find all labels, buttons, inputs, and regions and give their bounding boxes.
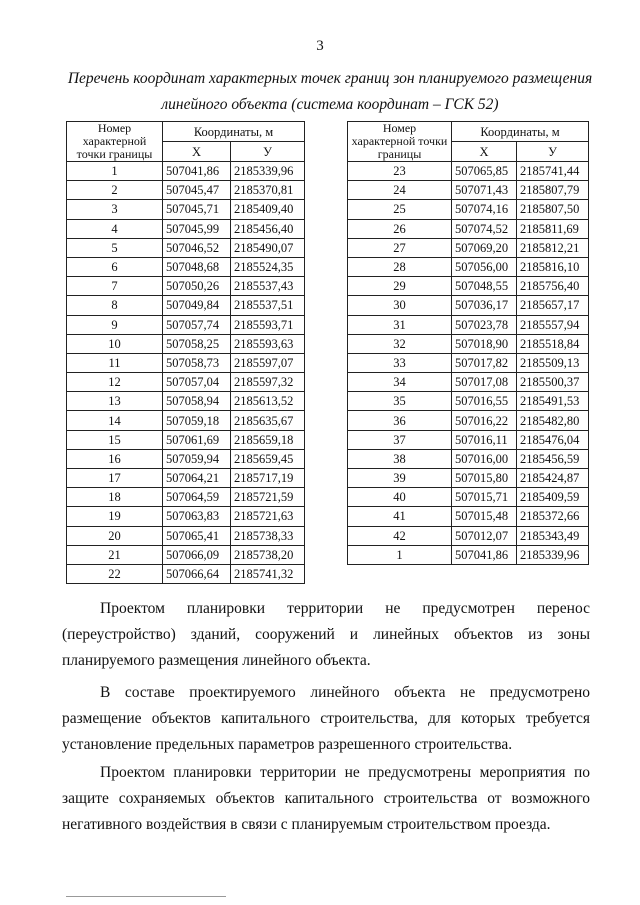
table-row (67, 392, 305, 411)
coordinates-table-right (347, 121, 589, 565)
x-coordinate-cell: 507045,99 (163, 219, 231, 238)
table-row (67, 449, 305, 468)
point-number-cell: 32 (348, 334, 452, 353)
x-coordinate-cell: 507016,55 (452, 392, 517, 411)
y-coordinate-cell: 2185807,79 (517, 181, 589, 200)
point-number-cell: 41 (348, 507, 452, 526)
x-coordinate-cell: 507015,80 (452, 469, 517, 488)
y-coordinate-cell: 2185490,07 (231, 238, 305, 257)
header-x: X (163, 142, 231, 162)
table-row (348, 430, 589, 449)
table-title-line-2: линейного объекта (система координат – ГСК 52) (161, 96, 499, 113)
point-number-cell: 24 (348, 181, 452, 200)
y-coordinate-cell: 2185343,49 (517, 526, 589, 545)
point-number-cell: 4 (67, 219, 163, 238)
table-row (348, 449, 589, 468)
header-point-number: Номер характерной точки границы (348, 122, 452, 162)
y-coordinate-cell: 2185635,67 (231, 411, 305, 430)
point-number-cell: 27 (348, 238, 452, 257)
y-coordinate-cell: 2185593,71 (231, 315, 305, 334)
x-coordinate-cell: 507066,64 (163, 564, 231, 583)
point-number-cell: 22 (67, 564, 163, 583)
x-coordinate-cell: 507016,22 (452, 411, 517, 430)
y-coordinate-cell: 2185482,80 (517, 411, 589, 430)
table-row (348, 526, 589, 545)
paragraph-capital-construction (62, 680, 590, 758)
table-row (348, 315, 589, 334)
y-coordinate-cell: 2185741,44 (517, 162, 589, 181)
x-coordinate-cell: 507041,86 (452, 545, 517, 564)
y-coordinate-cell: 2185456,40 (231, 219, 305, 238)
x-coordinate-cell: 507018,90 (452, 334, 517, 353)
point-number-cell: 35 (348, 392, 452, 411)
table-row (348, 277, 589, 296)
table-row (348, 488, 589, 507)
x-coordinate-cell: 507058,94 (163, 392, 231, 411)
x-coordinate-cell: 507058,73 (163, 353, 231, 372)
table-row (67, 334, 305, 353)
x-coordinate-cell: 507065,85 (452, 162, 517, 181)
y-coordinate-cell: 2185717,19 (231, 469, 305, 488)
x-coordinate-cell: 507016,11 (452, 430, 517, 449)
y-coordinate-cell: 2185756,40 (517, 277, 589, 296)
y-coordinate-cell: 2185613,52 (231, 392, 305, 411)
point-number-cell: 5 (67, 238, 163, 257)
y-coordinate-cell: 2185659,18 (231, 430, 305, 449)
point-number-cell: 6 (67, 257, 163, 276)
point-number-cell: 15 (67, 430, 163, 449)
table-row (67, 162, 305, 181)
point-number-cell: 30 (348, 296, 452, 315)
table-row (67, 411, 305, 430)
y-coordinate-cell: 2185491,53 (517, 392, 589, 411)
x-coordinate-cell: 507015,71 (452, 488, 517, 507)
table-row (67, 507, 305, 526)
table-title-line-1: Перечень координат характерных точек границ зон планируемого размещения (67, 70, 593, 87)
point-number-cell: 21 (67, 545, 163, 564)
table-row (67, 545, 305, 564)
table-row (67, 181, 305, 200)
point-number-cell: 26 (348, 219, 452, 238)
x-coordinate-cell: 507066,09 (163, 545, 231, 564)
point-number-cell: 9 (67, 315, 163, 334)
y-coordinate-cell: 2185557,94 (517, 315, 589, 334)
table-row (67, 257, 305, 276)
y-coordinate-cell: 2185812,21 (517, 238, 589, 257)
x-coordinate-cell: 507059,18 (163, 411, 231, 430)
x-coordinate-cell: 507071,43 (452, 181, 517, 200)
table-row (67, 315, 305, 334)
table-row (348, 181, 589, 200)
y-coordinate-cell: 2185424,87 (517, 469, 589, 488)
point-number-cell: 42 (348, 526, 452, 545)
point-number-cell: 38 (348, 449, 452, 468)
table-row (67, 373, 305, 392)
x-coordinate-cell: 507064,21 (163, 469, 231, 488)
x-coordinate-cell: 507069,20 (452, 238, 517, 257)
x-coordinate-cell: 507050,26 (163, 277, 231, 296)
point-number-cell: 34 (348, 373, 452, 392)
point-number-cell: 3 (67, 200, 163, 219)
x-coordinate-cell: 507057,04 (163, 373, 231, 392)
y-coordinate-cell: 2185721,63 (231, 507, 305, 526)
y-coordinate-cell: 2185811,69 (517, 219, 589, 238)
y-coordinate-cell: 2185476,04 (517, 430, 589, 449)
y-coordinate-cell: 2185657,17 (517, 296, 589, 315)
y-coordinate-cell: 2185456,59 (517, 449, 589, 468)
point-number-cell: 18 (67, 488, 163, 507)
header-coordinates: Координаты, м (452, 122, 589, 142)
table-row (67, 277, 305, 296)
table-row (348, 238, 589, 257)
header-coordinates: Координаты, м (163, 122, 305, 142)
x-coordinate-cell: 507015,48 (452, 507, 517, 526)
table-row (67, 219, 305, 238)
x-coordinate-cell: 507063,83 (163, 507, 231, 526)
paragraph-text: В составе проектируемого линейного объекта не предусмотрено размещение объектов капитального строительства, для которых требуется установление предельных параметров разрешенного строительства. (62, 684, 590, 753)
point-number-cell: 1 (348, 545, 452, 564)
x-coordinate-cell: 507036,17 (452, 296, 517, 315)
x-coordinate-cell: 507017,82 (452, 353, 517, 372)
point-number-cell: 25 (348, 200, 452, 219)
point-number-cell: 33 (348, 353, 452, 372)
table-row (348, 257, 589, 276)
point-number-cell: 16 (67, 449, 163, 468)
header-point-number: Номер характерной точки границы (67, 122, 163, 162)
table-row (67, 564, 305, 583)
y-coordinate-cell: 2185500,37 (517, 373, 589, 392)
x-coordinate-cell: 507064,59 (163, 488, 231, 507)
y-coordinate-cell: 2185741,32 (231, 564, 305, 583)
y-coordinate-cell: 2185537,51 (231, 296, 305, 315)
table-row (67, 430, 305, 449)
table-row (348, 296, 589, 315)
paragraph-text: Проектом планировки территории не предусмотрен перенос (переустройство) зданий, сооружений и линейных объектов из зоны планируемого размещения линейного объекта. (62, 600, 590, 669)
y-coordinate-cell: 2185597,07 (231, 353, 305, 372)
y-coordinate-cell: 2185816,10 (517, 257, 589, 276)
table-row (67, 200, 305, 219)
coordinates-table-left (66, 121, 305, 584)
x-coordinate-cell: 507058,25 (163, 334, 231, 353)
header-y: У (231, 142, 305, 162)
x-coordinate-cell: 507048,68 (163, 257, 231, 276)
point-number-cell: 36 (348, 411, 452, 430)
y-coordinate-cell: 2185339,96 (231, 162, 305, 181)
point-number-cell: 10 (67, 334, 163, 353)
page-number: 3 (316, 38, 324, 54)
table-row (67, 469, 305, 488)
table-row (348, 392, 589, 411)
x-coordinate-cell: 507046,52 (163, 238, 231, 257)
table-row (348, 373, 589, 392)
x-coordinate-cell: 507045,47 (163, 181, 231, 200)
x-coordinate-cell: 507074,16 (452, 200, 517, 219)
point-number-cell: 31 (348, 315, 452, 334)
table-row (348, 353, 589, 372)
y-coordinate-cell: 2185409,40 (231, 200, 305, 219)
x-coordinate-cell: 507061,69 (163, 430, 231, 449)
point-number-cell: 8 (67, 296, 163, 315)
x-coordinate-cell: 507012,07 (452, 526, 517, 545)
point-number-cell: 20 (67, 526, 163, 545)
x-coordinate-cell: 507023,78 (452, 315, 517, 334)
x-coordinate-cell: 507045,71 (163, 200, 231, 219)
header-x: X (452, 142, 517, 162)
point-number-cell: 40 (348, 488, 452, 507)
paragraph-text: Проектом планировки территории не предусмотрены мероприятия по защите сохраняемых объектов капитального строительства от возможного негативного воздействия в связи с планируемым строительством проезда. (62, 764, 590, 833)
table-row (67, 353, 305, 372)
table-row (67, 526, 305, 545)
x-coordinate-cell: 507017,08 (452, 373, 517, 392)
y-coordinate-cell: 2185339,96 (517, 545, 589, 564)
y-coordinate-cell: 2185518,84 (517, 334, 589, 353)
y-coordinate-cell: 2185659,45 (231, 449, 305, 468)
table-row (348, 411, 589, 430)
y-coordinate-cell: 2185509,13 (517, 353, 589, 372)
x-coordinate-cell: 507016,00 (452, 449, 517, 468)
paragraph-protection-measures (62, 760, 590, 838)
point-number-cell: 14 (67, 411, 163, 430)
point-number-cell: 1 (67, 162, 163, 181)
table-row (67, 488, 305, 507)
x-coordinate-cell: 507041,86 (163, 162, 231, 181)
footnote-divider (66, 896, 226, 897)
table-row (67, 238, 305, 257)
y-coordinate-cell: 2185524,35 (231, 257, 305, 276)
header-y: У (517, 142, 589, 162)
point-number-cell: 13 (67, 392, 163, 411)
x-coordinate-cell: 507074,52 (452, 219, 517, 238)
y-coordinate-cell: 2185807,50 (517, 200, 589, 219)
x-coordinate-cell: 507049,84 (163, 296, 231, 315)
x-coordinate-cell: 507059,94 (163, 449, 231, 468)
y-coordinate-cell: 2185409,59 (517, 488, 589, 507)
point-number-cell: 28 (348, 257, 452, 276)
point-number-cell: 39 (348, 469, 452, 488)
y-coordinate-cell: 2185537,43 (231, 277, 305, 296)
point-number-cell: 2 (67, 181, 163, 200)
y-coordinate-cell: 2185738,33 (231, 526, 305, 545)
x-coordinate-cell: 507056,00 (452, 257, 517, 276)
x-coordinate-cell: 507048,55 (452, 277, 517, 296)
table-row (348, 545, 589, 564)
point-number-cell: 11 (67, 353, 163, 372)
x-coordinate-cell: 507057,74 (163, 315, 231, 334)
table-row (348, 200, 589, 219)
y-coordinate-cell: 2185597,32 (231, 373, 305, 392)
point-number-cell: 23 (348, 162, 452, 181)
point-number-cell: 37 (348, 430, 452, 449)
table-row (348, 469, 589, 488)
point-number-cell: 12 (67, 373, 163, 392)
table-row (348, 507, 589, 526)
table-row (67, 296, 305, 315)
point-number-cell: 29 (348, 277, 452, 296)
x-coordinate-cell: 507065,41 (163, 526, 231, 545)
y-coordinate-cell: 2185370,81 (231, 181, 305, 200)
paragraph-no-relocation (62, 596, 590, 674)
table-row (348, 162, 589, 181)
point-number-cell: 17 (67, 469, 163, 488)
y-coordinate-cell: 2185593,63 (231, 334, 305, 353)
y-coordinate-cell: 2185721,59 (231, 488, 305, 507)
y-coordinate-cell: 2185738,20 (231, 545, 305, 564)
table-row (348, 219, 589, 238)
table-row (348, 334, 589, 353)
y-coordinate-cell: 2185372,66 (517, 507, 589, 526)
point-number-cell: 7 (67, 277, 163, 296)
point-number-cell: 19 (67, 507, 163, 526)
